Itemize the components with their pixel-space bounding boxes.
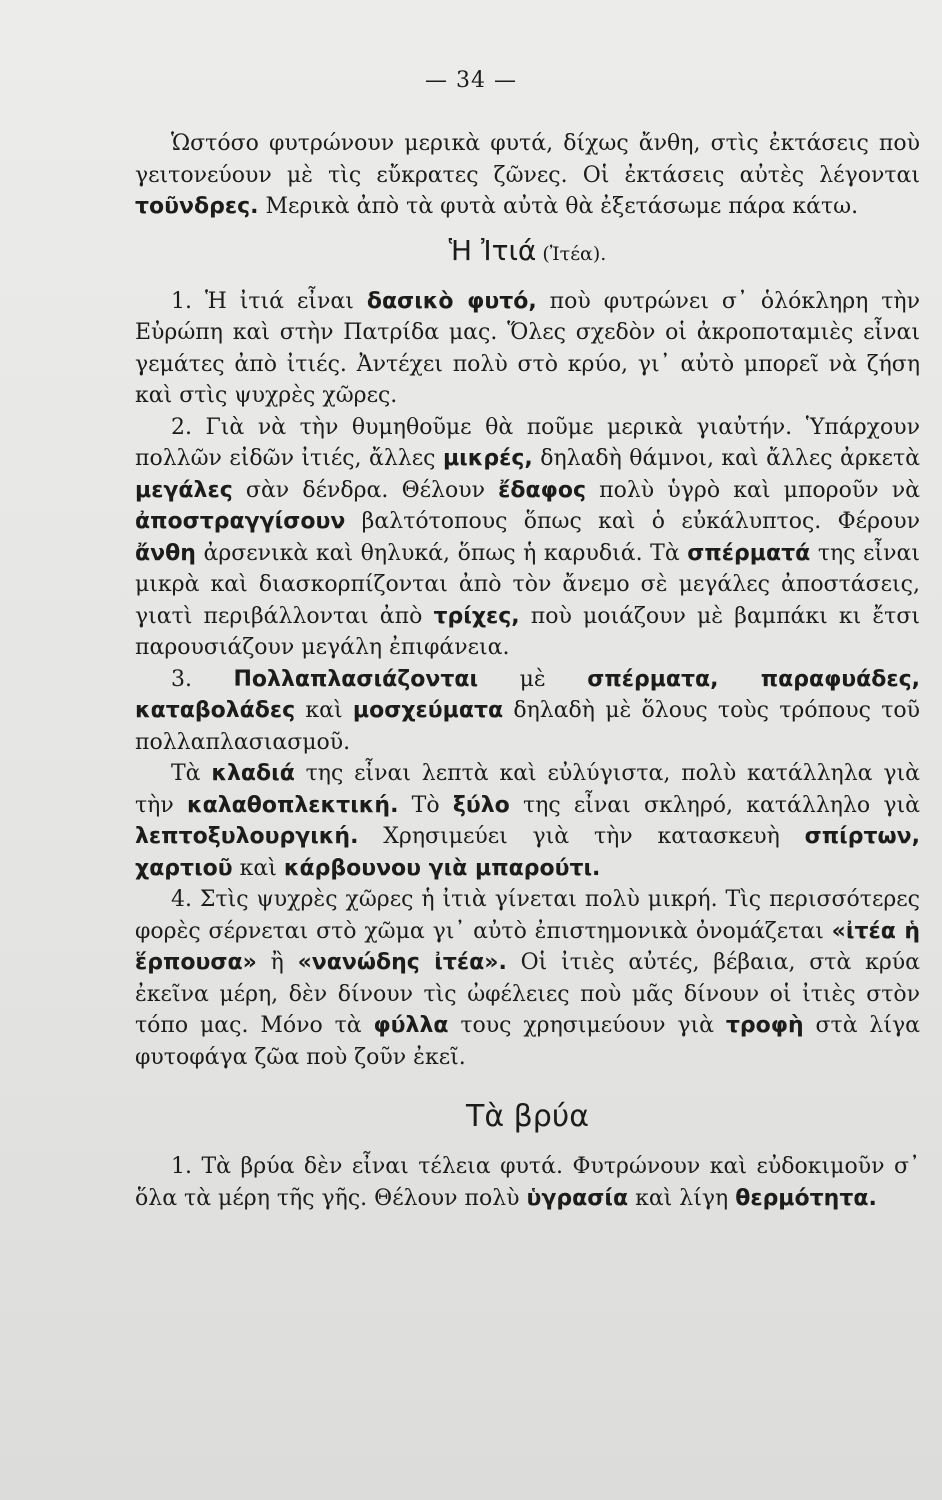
p3-bold-f: μοσχεύματα [352, 698, 504, 723]
p4-bold-d: καλαθοπλεκτική. [186, 792, 399, 818]
p5-text-c: ἢ [256, 950, 298, 975]
page-content [135, 128, 920, 1214]
p3-text-g: δηλαδὴ μὲ ὅλους τοὺς τρόπους τοῦ πολλαπλασιασμοῦ. [135, 698, 921, 755]
paragraph-2 [135, 412, 920, 664]
p4-text-g: της εἶναι σκληρό, κατάλληλο γιὰ [509, 792, 921, 818]
p4-text-c: της εἶναι λεπτὰ καὶ εὐλύγιστα, πολὺ κατάλληλα γιὰ τὴν [135, 761, 920, 818]
p5-bold-h: τροφὴ [725, 1013, 804, 1038]
p3-text-e: καὶ [295, 698, 353, 723]
heading-itia-title: Ἡ Ἰτιά [448, 233, 537, 267]
p2-bold-n: τρίχες, [433, 603, 520, 629]
p3-text-a: 3. [171, 666, 234, 692]
p2-text-a: 2. Γιὰ νὰ τὴν θυμηθοῦμε θὰ ποῦμε μερικὰ γιαὐτήν. Ὑπάρχουν πολλῶν εἰδῶν ἰτιές, ἄλλες [135, 414, 920, 471]
p4-text-i: Χρησιμεύει γιὰ τὴν κατασκευὴ [358, 824, 805, 849]
p1-text-end: ποὺ φυτρώνει σ᾽ ὁλόκληρη τὴν Εὐρώπη καὶ στὴν Πατρίδα μας. Ὅλες σχεδὸν οἱ ἀκροποταμιὲς εἶναι γεμάτες ἀπὸ ἰτιές. Ἀντέχει πολὺ στὸ κρύο, γι᾽ αὐτὸ μπορεῖ νὰ ζήση καὶ στὶς ψυχρὲς χῶρες. [135, 288, 920, 408]
page-number: — 34 — [425, 68, 517, 93]
p4-text-k: καὶ [232, 855, 284, 881]
p2-text-k: ἀρσενικὰ καὶ θηλυκά, ὅπως ἡ καρυδιά. Τὰ [195, 540, 688, 566]
p2-text-c: δηλαδὴ θάμνοι, καὶ ἄλλες ἀρκετὰ [532, 446, 920, 471]
paragraph-4 [135, 758, 920, 884]
p2-bold-b: μικρές, [442, 446, 533, 471]
heading-itia-subtitle: (Ἰτέα). [542, 242, 607, 265]
p4-bold-l: κάρβουνου γιὰ μπαρούτι. [283, 855, 601, 881]
paragraph-6 [135, 1151, 920, 1214]
p4-bold-h: λεπτοξυλουργική. [135, 824, 359, 849]
p5-bold-f: φύλλα [373, 1013, 449, 1038]
p5-text-a: 4. Στὶς ψυχρὲς χῶρες ἡ ἰτιὰ γίνεται πολὺ μικρή. Τὶς περισσότερες φορὲς σέρνεται στὸ χῶμα γι᾽ αὐτὸ ἐπιστημονικὰ ὀνομάζεται [135, 887, 920, 944]
p3-bold-b: Πολλαπλασιάζονται [233, 666, 479, 692]
p4-bold-j: σπίρτων, χαρτιοῦ [135, 824, 920, 881]
p5-text-g: τους χρησιμεύουν γιὰ [448, 1013, 726, 1038]
p1-bold: δασικὸ φυτό, [366, 288, 537, 314]
p2-text-m: της εἶναι μικρὰ καὶ διασκορπίζονται ἀπὸ τὸν ἄνεμο σὲ μεγάλες ἀποστάσεις, γιατὶ περιβάλλονται ἀπὸ [135, 540, 920, 629]
intro-text-end: Μερικὰ ἀπὸ τὰ φυτὰ αὐτὰ θὰ ἐξετάσωμε πάρα κάτω. [258, 194, 859, 219]
section-heading-vrya: Τὰ βρύα [466, 1099, 589, 1134]
p2-bold-f: ἔδαφος [498, 477, 586, 503]
p4-text-e: Τὸ [398, 792, 453, 818]
p5-text-e: Οἱ ἰτιὲς αὐτές, βέβαια, στὰ κρύα ἐκεῖνα μέρη, δὲν δίνουν τὶς ὠφέλειες ποὺ μᾶς δίνουν οἱ ἰτιὲς στὸν τόπο μας. Μόνο τὰ [135, 950, 920, 1038]
p6-bold-b: ὑγρασία [526, 1185, 629, 1211]
paragraph-1 [135, 286, 920, 412]
p2-bold-l: σπέρματά [687, 540, 811, 566]
p2-text-e: σὰν δένδρα. Θέλουν [232, 477, 499, 503]
p3-bold-d: σπέρματα, παραφυάδες, καταβολάδες [135, 666, 921, 723]
paragraph-3 [135, 664, 920, 759]
p2-bold-d: μεγάλες [135, 477, 233, 503]
p2-bold-j: ἄνθη [135, 540, 196, 566]
p4-bold-b: κλαδιά [211, 761, 295, 786]
p2-text-o: ποὺ μοιάζουν μὲ βαμπάκι κι ἔτσι παρουσιάζουν μεγάλη ἐπιφάνεια. [135, 603, 920, 660]
p2-text-i: βαλτότοπους ὅπως καὶ ὁ εὐκάλυπτος. Φέρουν [345, 509, 920, 534]
intro-text: Ὡστόσο φυτρώνουν μερικὰ φυτά, δίχως ἄνθη, στὶς ἐκτάσεις ποὺ γειτονεύουν μὲ τὶς εὔκρατες ζῶνες. Οἱ ἐκτάσεις αὐτὲς λέγονται [135, 131, 920, 188]
intro-paragraph [135, 128, 920, 223]
p2-text-g: πολὺ ὑγρὸ καὶ μποροῦν νὰ [585, 477, 920, 503]
p4-bold-f: ξύλο [452, 792, 510, 818]
p5-bold-d: «νανώδης ἰτέα». [297, 950, 507, 975]
p6-text-a: 1. Τὰ βρύα δὲν εἶναι τέλεια φυτά. Φυτρώνουν καὶ εὐδοκιμοῦν σ᾽ ὅλα τὰ μέρη τῆς γῆς. Θέλουν πολὺ [135, 1154, 920, 1211]
p2-bold-h: ἀποστραγγίσουν [135, 509, 346, 534]
p6-bold-d: θερμότητα. [735, 1185, 877, 1211]
p5-bold-b: «ἰτέα ἡ ἕρπουσα» [135, 918, 920, 975]
p6-text-c: καὶ λίγη [628, 1185, 736, 1211]
p1-text: 1. Ἡ ἰτιά εἶναι [171, 288, 367, 314]
p4-text-a: Τὰ [171, 761, 212, 786]
p5-text-i: στὰ λίγα φυτοφάγα ζῶα ποὺ ζοῦν ἐκεῖ. [135, 1013, 920, 1070]
intro-bold-term: τοῦνδρες. [135, 194, 259, 219]
section-heading-itia [135, 231, 920, 274]
p3-text-c: μὲ [478, 666, 588, 692]
paragraph-5 [135, 884, 920, 1073]
